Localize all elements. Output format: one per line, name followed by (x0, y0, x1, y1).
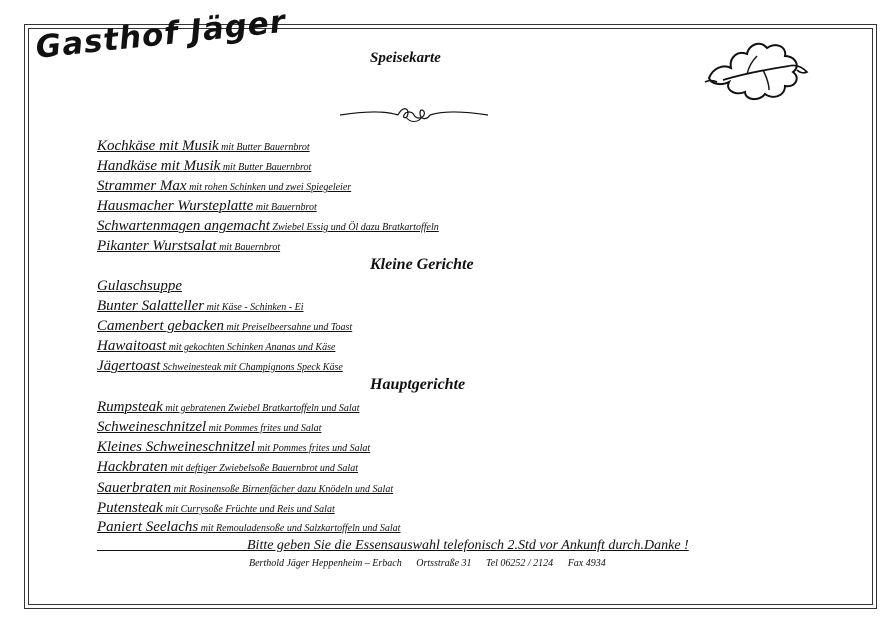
menu-item: Kochkäse mit Musik mit Butter Bauernbrot (97, 138, 310, 154)
menu-title: Speisekarte (370, 50, 441, 66)
menu-item: Schweineschnitzel mit Pommes frites und Salat (97, 419, 322, 435)
menu-item: Sauerbraten mit Rosinensoße Birnenfächer dazu Knödeln und Salat (97, 480, 394, 496)
contact-footer (249, 558, 618, 569)
menu-item: Jägertoast Schweinesteak mit Champignons Speck Käse (97, 358, 343, 374)
phone-number: Tel 06252 / 2124 (486, 558, 554, 569)
menu-item: Hausmacher Wursteplatte mit Bauernbrot (97, 198, 317, 214)
menu-item: Bunter Salatteller mit Käse - Schinken - Ei (97, 298, 304, 314)
menu-item: Hawaitoast mit gekochten Schinken Ananas und Käse (97, 338, 336, 354)
menu-item: Rumpsteak mit gebratenen Zwiebel Bratkartoffeln und Salat (97, 399, 360, 415)
section-heading-kleine-gerichte: Kleine Gerichte (370, 256, 474, 273)
menu-item: Gulaschsuppe (97, 278, 182, 294)
flourish-ornament-icon (336, 103, 492, 127)
street-address: Ortsstraße 31 (416, 558, 472, 569)
menu-item: Handkäse mit Musik mit Butter Bauernbrot (97, 158, 312, 174)
menu-item: Paniert Seelachs mit Remouladensoße und Salzkartoffeln und Salat (97, 519, 401, 535)
restaurant-logo: Gasthof Jäger (34, 3, 288, 66)
menu-item: Schwartenmagen angemacht Zwiebel Essig und Öl dazu Bratkartoffeln (97, 218, 439, 234)
menu-item: Strammer Max mit rohen Schinken und zwei Spiegeleier (97, 178, 352, 194)
menu-item: Putensteak mit Currysoße Früchte und Reis und Salat (97, 500, 335, 516)
oak-leaf-icon (703, 38, 811, 106)
menu-item: Pikanter Wurstsalat mit Bauernbrot (97, 238, 281, 254)
menu-item: Hackbraten mit deftiger Zwiebelsoße Bauernbrot und Salat (97, 459, 358, 475)
menu-item: Camenbert gebacken mit Preiselbeersahne und Toast (97, 318, 353, 334)
menu-item: Kleines Schweineschnitzel mit Pommes frites und Salat (97, 439, 371, 455)
fax-number: Fax 4934 (567, 558, 606, 569)
section-heading-hauptgerichte: Hauptgerichte (370, 376, 466, 393)
owner-location: Berthold Jäger Heppenheim – Erbach (249, 558, 402, 569)
order-note: Bitte geben Sie die Essensauswahl telefonisch 2.Std vor Ankunft durch.Danke ! (97, 538, 689, 554)
